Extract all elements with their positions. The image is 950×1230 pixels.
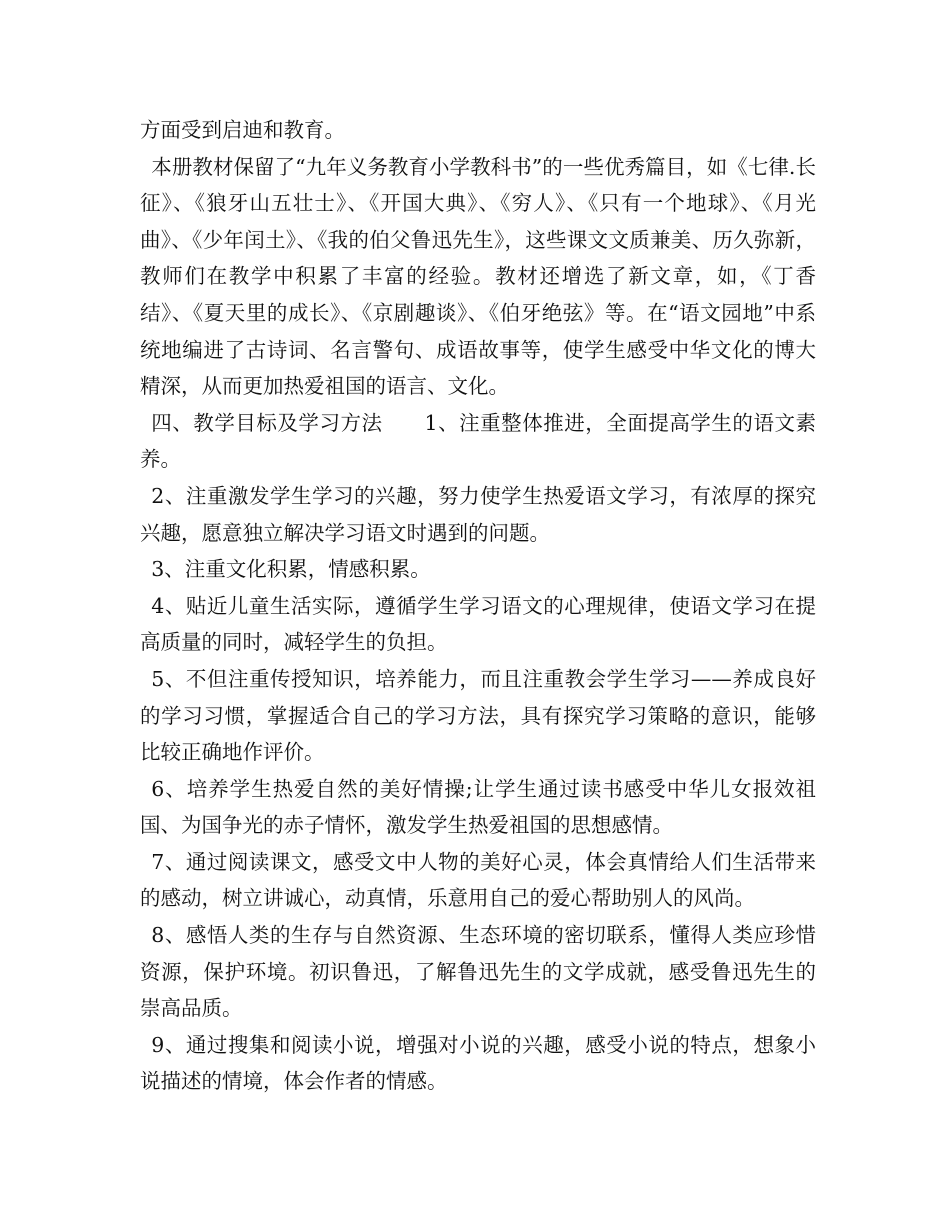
- paragraph-goal-6: 6、培养学生热爱自然的美好情操;让学生通过读书感受中华儿女报效祖国、为国争光的赤子情怀，激发学生热爱祖国的思想感情。: [140, 776, 816, 838]
- paragraph-section-four-heading: 四、教学目标及学习方法 1、注重整体推进，全面提高学生的语文素养。: [140, 410, 816, 472]
- paragraph-goal-9: 9、通过搜集和阅读小说，增强对小说的兴趣，感受小说的特点，想象小说描述的情境，体会作者的情感。: [140, 1032, 816, 1094]
- paragraph-goal-7: 7、通过阅读课文，感受文中人物的美好心灵，体会真情给人们生活带来的感动，树立讲诚心，动真情，乐意用自己的爱心帮助别人的风尚。: [140, 849, 816, 911]
- paragraph-textbook-selection: 本册教材保留了“九年义务教育小学教科书”的一些优秀篇目，如《七律.长征》、《狼牙山五壮士》、《开国大典》、《穷人》、《只有一个地球》、《月光曲》、《少年闰土》、《我的伯父鲁迅先生》，这些课文文质兼美、历久弥新，教师们在教学中积累了丰富的经验。教材还增选了新文章，如，《丁香结》、《夏天里的成长》、《京剧趣谈》、《伯牙绝弦》等。在“语文园地”中系统地编进了古诗词、名言警句、成语故事等，使学生感受中华文化的博大精深，从而更加热爱祖国的语言、文化。: [140, 154, 816, 399]
- paragraph-continuation: 方面受到启迪和教育。: [140, 118, 345, 142]
- document-page: [140, 112, 816, 1100]
- paragraph-goal-5: 5、不但注重传授知识，培养能力，而且注重教会学生学习——养成良好的学习习惯，掌握适合自己的学习方法，具有探究学习策略的意识，能够比较正确地作评价。: [140, 666, 816, 765]
- paragraph-goal-8: 8、感悟人类的生存与自然资源、生态环境的密切联系，懂得人类应珍惜资源，保护环境。初识鲁迅，了解鲁迅先生的文学成就，感受鲁迅先生的崇高品质。: [140, 923, 816, 1021]
- paragraph-goal-4: 4、贴近儿童生活实际，遵循学生学习语文的心理规律，使语文学习在提高质量的同时，减轻学生的负担。: [140, 593, 816, 655]
- paragraph-goal-2: 2、注重激发学生学习的兴趣，努力使学生热爱语文学习，有浓厚的探究兴趣，愿意独立解决学习语文时遇到的问题。: [140, 483, 816, 545]
- paragraph-goal-3: 3、注重文化积累，情感积累。: [151, 557, 431, 582]
